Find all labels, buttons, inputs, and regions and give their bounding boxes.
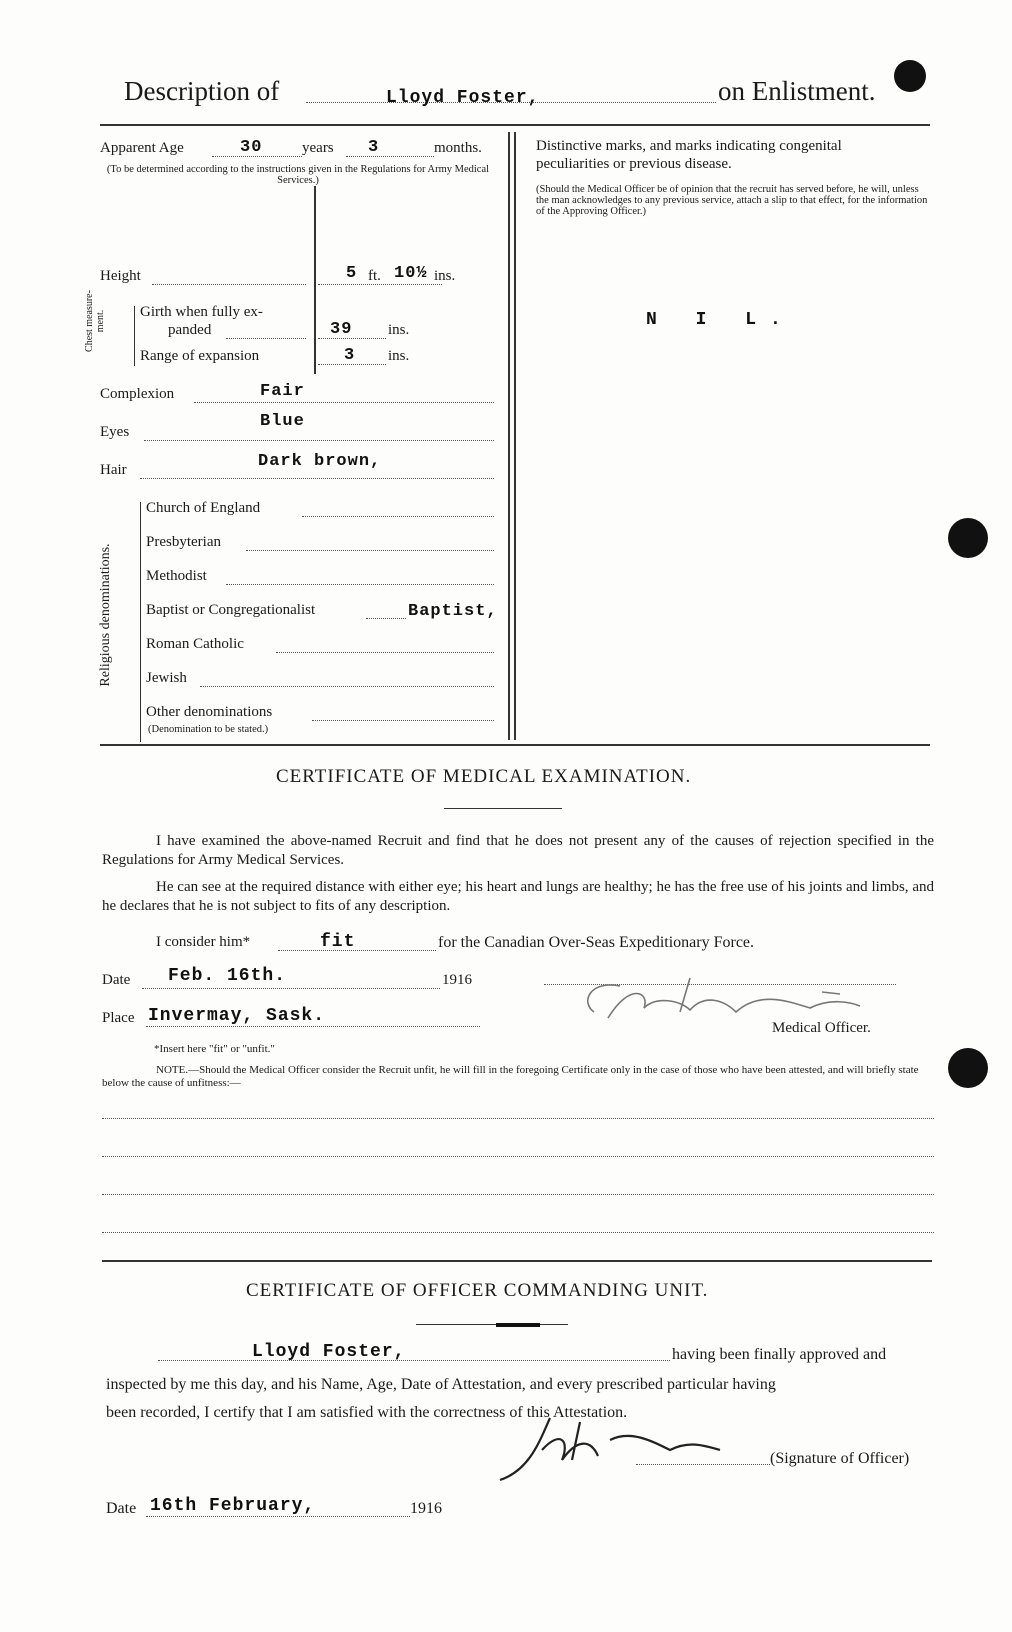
apparent-age-label: Apparent Age — [100, 140, 184, 156]
medical-heading-rule — [444, 808, 562, 809]
commanding-date-value: 16th February, — [150, 1496, 316, 1516]
insert-note: *Insert here "fit" or "unfit." — [154, 1043, 275, 1055]
ft-label: ft. — [368, 268, 381, 284]
commanding-line1-suffix: having been finally approved and — [672, 1346, 887, 1363]
consider-prefix: I consider him* — [156, 934, 251, 950]
title-prefix: Description of — [124, 76, 280, 106]
religion-label-baptist: Baptist or Congregationalist — [146, 602, 316, 618]
punch-hole-top — [894, 60, 926, 92]
age-months-value: 3 — [368, 138, 380, 157]
hair-label: Hair — [100, 462, 127, 478]
religion-label-roman-catholic: Roman Catholic — [146, 636, 244, 652]
column-divider-2 — [514, 132, 516, 740]
religion-label-methodist: Methodist — [146, 568, 207, 584]
top-rule — [100, 124, 930, 126]
religion-label-presbyterian: Presbyterian — [146, 534, 221, 550]
height-ft-value: 5 — [346, 264, 358, 283]
religion-value-baptist: Baptist, — [408, 602, 498, 621]
medical-para-1: I have examined the above-named Recruit and find that he does not present any of the causes of rejection specified in the Regulations for Army Medical Services. — [102, 833, 934, 868]
religion-label-church-of-england: Church of England — [146, 500, 261, 516]
girth-unit: ins. — [388, 322, 410, 338]
commanding-heading-rule — [416, 1324, 568, 1325]
medical-place-label: Place — [102, 1010, 135, 1026]
denomination-note: (Denomination to be stated.) — [148, 724, 269, 735]
consider-value: fit — [320, 932, 356, 952]
medical-place-value: Invermay, Sask. — [148, 1006, 326, 1026]
unfit-line-4 — [102, 1232, 934, 1233]
chest-bracket — [134, 306, 135, 366]
girth-label-1: Girth when fully ex- — [140, 304, 263, 320]
marks-note: (Should the Medical Officer be of opinion that the recruit has served before, he will, unless the man acknowledges to any previous service, attach a slip to that effect, for the information of the Approving Officer.) — [536, 184, 928, 217]
medical-para-2: He can see at the required distance with either eye; his heart and lungs are healthy; he has the free use of his joints and limbs, and he declares that he is not subject to fits of any description. — [102, 879, 934, 914]
height-in-value: 10½ — [394, 264, 428, 283]
range-value: 3 — [344, 346, 356, 365]
commanding-officer-signature — [480, 1410, 760, 1490]
commanding-date-label: Date — [106, 1500, 137, 1517]
girth-label-2: panded — [168, 322, 212, 338]
eyes-value: Blue — [260, 412, 305, 431]
commanding-date-year: 1916 — [410, 1500, 442, 1517]
column-divider — [508, 132, 510, 740]
medical-heading: CERTIFICATE OF MEDICAL EXAMINATION. — [276, 766, 692, 787]
religion-side-label: Religious denominations. — [98, 543, 113, 687]
marks-heading-1: Distinctive marks, and marks indicating congenital — [536, 138, 842, 154]
height-ins-label: ins. — [434, 268, 456, 284]
girth-value: 39 — [330, 320, 353, 339]
page-title — [124, 76, 279, 107]
unfit-line-1 — [102, 1118, 934, 1119]
months-label: months. — [434, 140, 482, 156]
hair-value: Dark brown, — [258, 452, 382, 471]
punch-hole-middle — [948, 518, 988, 558]
age-note: (To be determined according to the instructions given in the Regulations for Army Medical Services.) — [106, 164, 490, 186]
religion-label-other: Other denominations — [146, 704, 273, 720]
medical-officer-label: Medical Officer. — [772, 1020, 871, 1036]
marks-heading-2: peculiarities or previous disease. — [536, 156, 732, 172]
medical-date-label: Date — [102, 972, 131, 988]
complexion-value: Fair — [260, 382, 305, 401]
recruit-name: Lloyd Foster, — [386, 88, 540, 108]
complexion-label: Complexion — [100, 386, 175, 402]
height-label: Height — [100, 268, 141, 284]
chest-side-label: Chest measure-ment. — [84, 290, 106, 352]
unfit-line-2 — [102, 1156, 934, 1157]
range-label: Range of expansion — [140, 348, 260, 364]
mid-rule — [100, 744, 930, 746]
years-label: years — [302, 140, 334, 156]
unfit-line-3 — [102, 1194, 934, 1195]
range-unit: ins. — [388, 348, 410, 364]
commanding-line3: been recorded, I certify that I am satisfied with the correctness of this Attestation. — [106, 1404, 628, 1421]
commanding-name-value: Lloyd Foster, — [252, 1342, 406, 1362]
eyes-label: Eyes — [100, 424, 130, 440]
age-years-value: 30 — [240, 138, 263, 157]
commanding-line2: inspected by me this day, and his Name, Age, Date of Attestation, and every prescribed particular having — [106, 1376, 776, 1393]
religion-label-jewish: Jewish — [146, 670, 187, 686]
measure-divider — [314, 186, 316, 374]
title-suffix: on Enlistment. — [718, 76, 876, 106]
commanding-heading-rule-bold — [496, 1323, 540, 1327]
medical-date-value: Feb. 16th. — [168, 966, 287, 986]
punch-hole-lower — [948, 1048, 988, 1088]
marks-value: N I L. — [646, 310, 795, 330]
commanding-heading: CERTIFICATE OF OFFICER COMMANDING UNIT. — [246, 1280, 709, 1301]
consider-suffix: for the Canadian Over-Seas Expeditionary Force. — [438, 934, 755, 951]
religion-bracket — [140, 502, 141, 742]
medical-date-year: 1916 — [442, 972, 472, 988]
signature-of-officer-label: (Signature of Officer) — [770, 1450, 910, 1467]
lower-rule — [102, 1260, 932, 1262]
unfit-note: NOTE.—Should the Medical Officer consider the Recruit unfit, he will fill in the foregoing Certificate only in the case of those who have been attested, and will briefly state below the cause of unfitness:— — [102, 1064, 919, 1089]
